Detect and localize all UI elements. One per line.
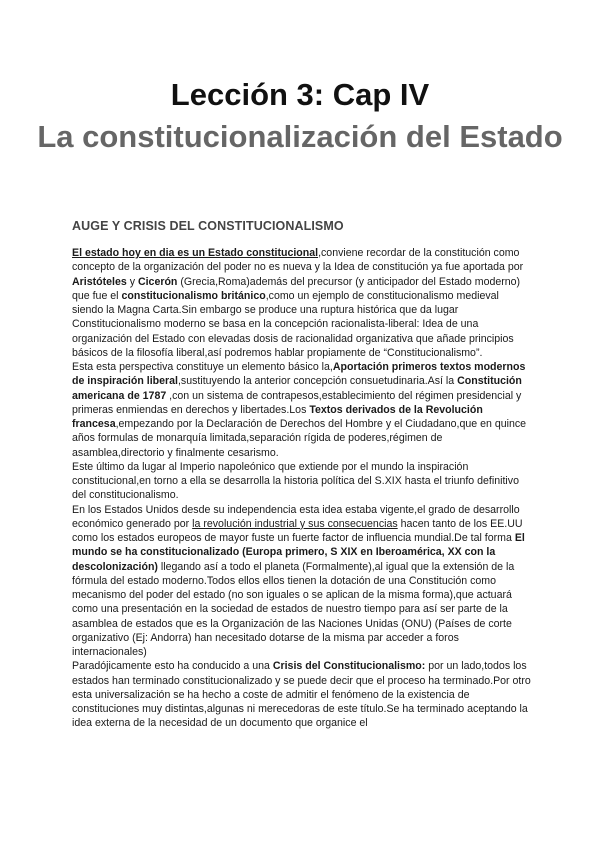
paragraph xyxy=(72,659,532,730)
text-run: El estado hoy en dia es un Estado constitucional xyxy=(72,247,319,259)
text-run: En los Estados Unidos desde su independencia esta idea estaba vigente,el grado de desarrollo económico generado por xyxy=(72,503,520,530)
text-run: ,conviene recordar de la constitución como concepto de la organización del poder no es nueva y la Idea de constitución ya fue aportada por xyxy=(72,247,524,274)
paragraph xyxy=(72,246,532,360)
text-run: Aristóteles xyxy=(72,275,127,288)
paragraph xyxy=(72,460,532,503)
text-run: Constitución americana de 1787 xyxy=(72,375,522,402)
text-run: Textos derivados de la Revolución francesa xyxy=(72,403,483,430)
paragraph xyxy=(72,360,532,460)
text-run: llegando así a todo el planeta (Formalmente),al igual que la extensión de la fórmula del estado moderno.Todos ellos ellos tienen la dotación de una Constitución como mecanismo del poder del estado (no son iguales o se aplican de la misma forma),que actuará como una presentación en la sociedad de estados de nuestro tiempo para así ser parte de la asamblea de estados que es la Organización de las Naciones Unidas (ONU) (Países de corte organizativo (Ej: Andorra) han necesitado dotarse de la misma par acceder a foros internacionales) xyxy=(72,560,515,658)
text-run: ,empezando por la Declaración de Derechos del Hombre y el Ciudadano,que en quince años formulas de monarquía limitada,separación rígida de poderes,régimen de asamblea,directorio y finalmente cesarismo. xyxy=(72,418,527,459)
text-run: Aportación primeros textos modernos de inspiración liberal xyxy=(72,361,526,388)
text-run: hacen tanto de los EE.UU como los estados europeos de mayor fuste un fuerte factor de influencia mundial.De tal forma xyxy=(72,517,523,544)
section-heading: AUGE Y CRISIS DEL CONSTITUCIONALISMO xyxy=(72,219,344,233)
text-run: ,como un ejemplo de constitucionalismo medieval siendo la Magna Carta.Sin embargo se produce una ruptura histórica que da lugar Constitucionalismo moderno se basa en la concepción racionalista-liberal: Idea de una organización del Estado con elevadas dosis de racionalidad organizativa que añade principios básicos de la filosofía liberal,así podremos hablar propiamente de “Constitucionalismo”. xyxy=(72,289,514,359)
text-run: la revolución industrial y sus consecuencias xyxy=(192,517,398,530)
chapter-title: La constitucionalización del Estado xyxy=(37,119,563,154)
lesson-title: Lección 3: Cap IV xyxy=(170,77,430,112)
text-run: (Grecia,Roma)además del precursor (y anticipador del Estado moderno) que fue el xyxy=(72,275,521,302)
text-run: y xyxy=(126,275,138,288)
paragraph xyxy=(72,503,532,660)
text-run: Este último da lugar al Imperio napoleónico que extiende por el mundo la inspiración constitucional,en torno a ella se desarrolla la historia política del S.XIX hasta el triunfo definitivo del constitucionalismo. xyxy=(72,460,519,502)
text-run: Paradójicamente esto ha conducido a una xyxy=(72,660,273,673)
body-text xyxy=(72,246,532,731)
text-run: Crisis del Constitucionalismo: xyxy=(272,660,426,673)
text-run: El mundo se ha constitucionalizado (Europa primero, S XIX en Iberoamérica, XX con la descolonización) xyxy=(72,532,525,573)
text-run: constitucionalismo británico xyxy=(121,289,266,302)
text-run: Cicerón xyxy=(137,275,178,288)
text-run: por un lado,todos los estados han terminado constitucionalizado y se puede decir que el proceso ha terminado.Por otro esta universalización se ha hecho a coste de admitir el fenómeno de la existencia de constituciones muy distintas,algunas ni merecedoras de este título.Se ha terminado aceptando la idea externa de la necesidad de un documento que organice el xyxy=(72,660,531,730)
text-run: ,con un sistema de contrapesos,establecimiento del régimen presidencial y primeras enmiendas en derechos y libertades.Los xyxy=(72,389,522,416)
text-run: Esta esta perspectiva constituye un elemento básico la, xyxy=(72,361,333,373)
text-run: ,sustituyendo la anterior concepción consuetudinaria.Así la xyxy=(177,375,458,388)
